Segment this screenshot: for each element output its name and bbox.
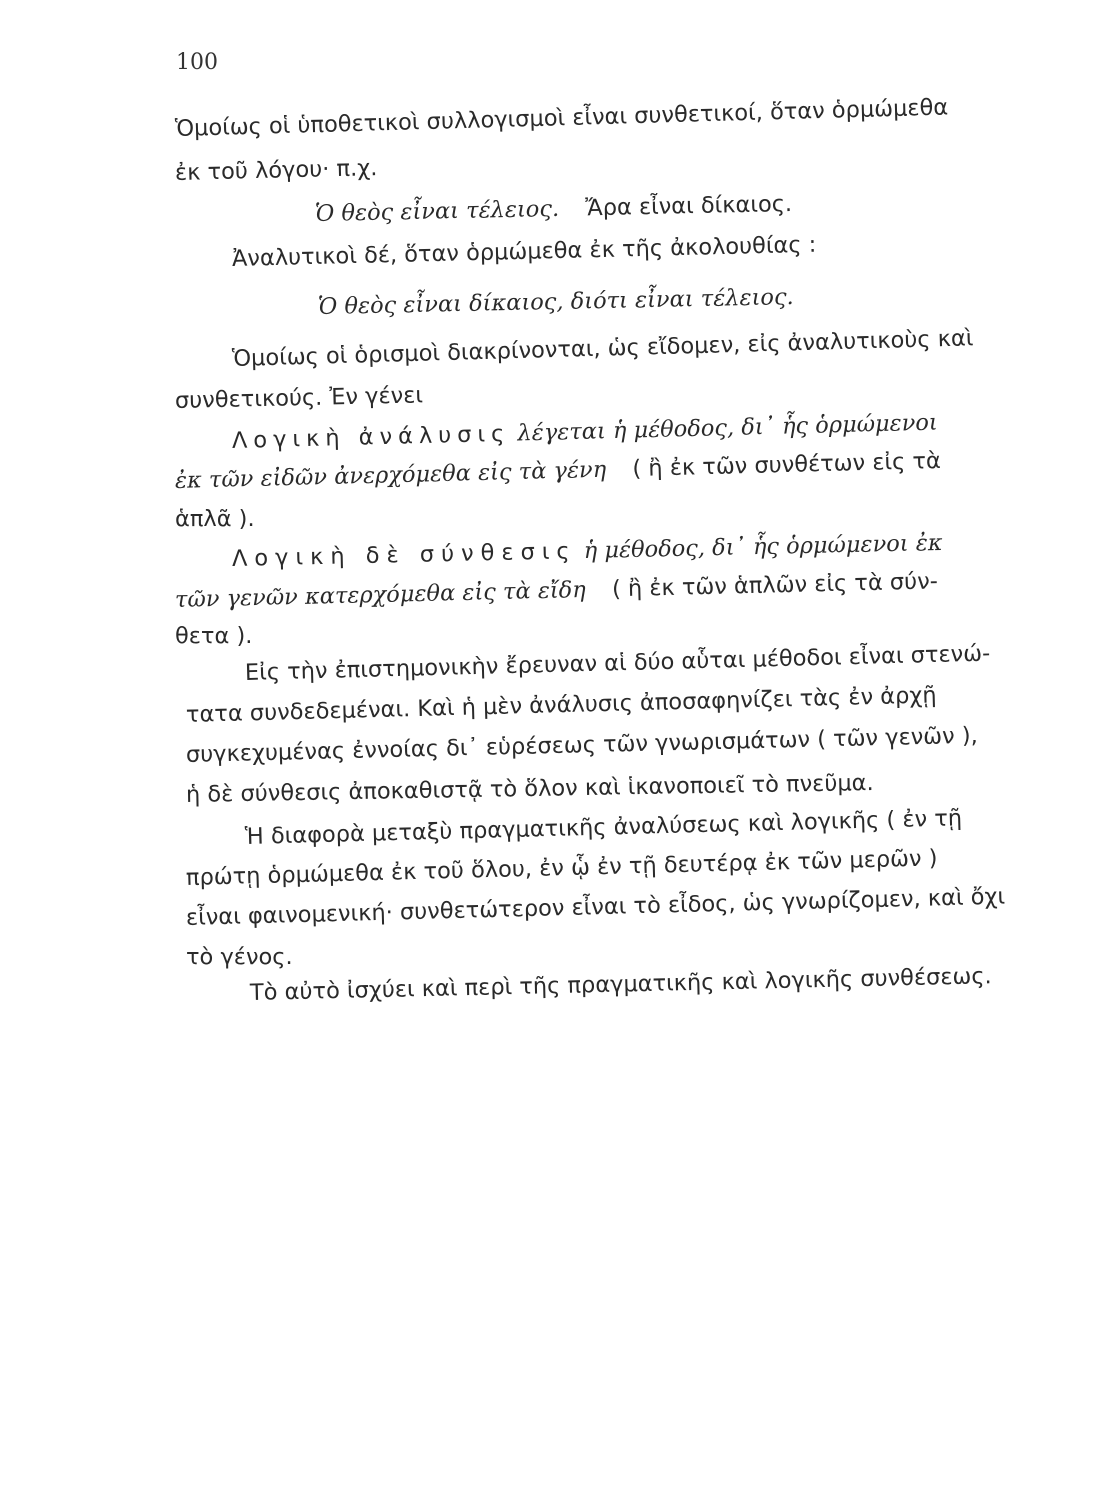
example-2: Ὁ θεὸς εἶναι δίκαιος, διότι εἶναι τέλειος. (317, 284, 794, 320)
synthesis-definition-italic: τῶν γενῶν κατερχόμεθα εἰς τὰ εἴδη (174, 576, 587, 613)
synthesis-definition-line-3: θετα ). (175, 623, 253, 649)
synthesis-definition-parenthetical: ( ἢ ἐκ τῶν ἁπλῶν εἰς τὰ σύν- (611, 568, 939, 603)
paragraph-2-line-2: συνθετικούς. Ἐν γένει (174, 382, 424, 414)
analysis-definition-parenthetical: ( ἢ ἐκ τῶν συνθέτων εἰς τὰ (632, 447, 942, 483)
synthesis-definition-line-2 (175, 570, 938, 611)
analysis-definition-line-2 (174, 447, 942, 494)
analysis-definition-italic: ἐκ τῶν εἰδῶν ἀνερχόμεθα εἰς τὰ γένη (174, 456, 607, 494)
analysis-term: Λογικὴ ἀνάλυσις (231, 420, 511, 454)
example-1-conclusion: Ἄρα εἶναι δίκαιος. (585, 191, 793, 222)
synthesis-definition-line-1 (231, 529, 943, 572)
paragraph-4-line-1: Ἡ διαφορὰ μεταξὺ πραγματικῆς ἀναλύσεως καὶ λογικῆς ( ἐν τῇ (244, 805, 963, 850)
paragraph-3-line-1: Εἰς τὴν ἐπιστημονικὴν ἔρευναν αἱ δύο αὗται μέθοδοι εἶναι στενώ- (244, 640, 991, 686)
paragraph-3-line-4: ἡ δὲ σύνθεσις ἀποκαθιστᾷ τὸ ὅλον καὶ ἱκανοποιεῖ τὸ πνεῦμα. (185, 769, 874, 808)
page-number: 100 (176, 50, 218, 75)
synthesis-term: Λογικὴ δὲ σύνθεσις (231, 538, 577, 572)
analysis-definition-rest: λέγεται ἡ μέθοδος, δι᾿ ἧς ὁρμώμενοι (517, 409, 939, 447)
paragraph-5: Τὸ αὐτὸ ἰσχύει καὶ περὶ τῆς πραγματικῆς καὶ λογικῆς συνθέσεως. (249, 963, 992, 1006)
paragraph-4-line-3: εἶναι φαινομενική· συνθετώτερον εἶναι τὸ εἶδος, ὡς γνωρίζομεν, καὶ ὄχι (185, 883, 1006, 931)
example-1 (315, 193, 793, 225)
paragraph-3-line-3: συγκεχυμένας ἐννοίας δι᾿ εὑρέσεως τῶν γνωρισμάτων ( τῶν γενῶν ), (185, 722, 979, 768)
analysis-definition-line-3: ἁπλᾶ ). (175, 506, 255, 532)
paragraph-1-line-2: ἐκ τοῦ λόγου· π.χ. (174, 155, 378, 186)
paragraph-3-line-2: τατα συνδεδεμέναι. Καὶ ἡ μὲν ἀνάλυσις ἀποσαφηνίζει τὰς ἐν ἀρχῇ (185, 682, 937, 728)
analysis-definition-line-1 (231, 409, 939, 454)
synthesis-definition-rest: ἡ μέθοδος, δι᾿ ἧς ὁρμώμενοι ἐκ (583, 529, 943, 565)
paragraph-1-line-1: Ὁμοίως οἱ ὑποθετικοὶ συλλογισμοὶ εἶναι συνθετικοί, ὅταν ὁρμώμεθα (174, 94, 949, 142)
paragraph-4-line-4: τὸ γένος. (186, 944, 293, 970)
example-1-premise: Ὁ θεὸς εἶναι τέλειος. (314, 195, 560, 227)
paragraph-2-line-1: Ὁμοίως οἱ ὁρισμοὶ διακρίνονται, ὡς εἴδομεν, εἰς ἀναλυτικοὺς καὶ (231, 325, 974, 372)
paragraph-4-line-2: πρώτῃ ὁρμώμεθα ἐκ τοῦ ὅλου, ἐν ᾧ ἐν τῇ δευτέρᾳ ἐκ τῶν μερῶν ) (185, 845, 938, 891)
analytic-intro: Ἀναλυτικοὶ δέ, ὅταν ὁρμώμεθα ἐκ τῆς ἀκολουθίας : (231, 231, 817, 272)
